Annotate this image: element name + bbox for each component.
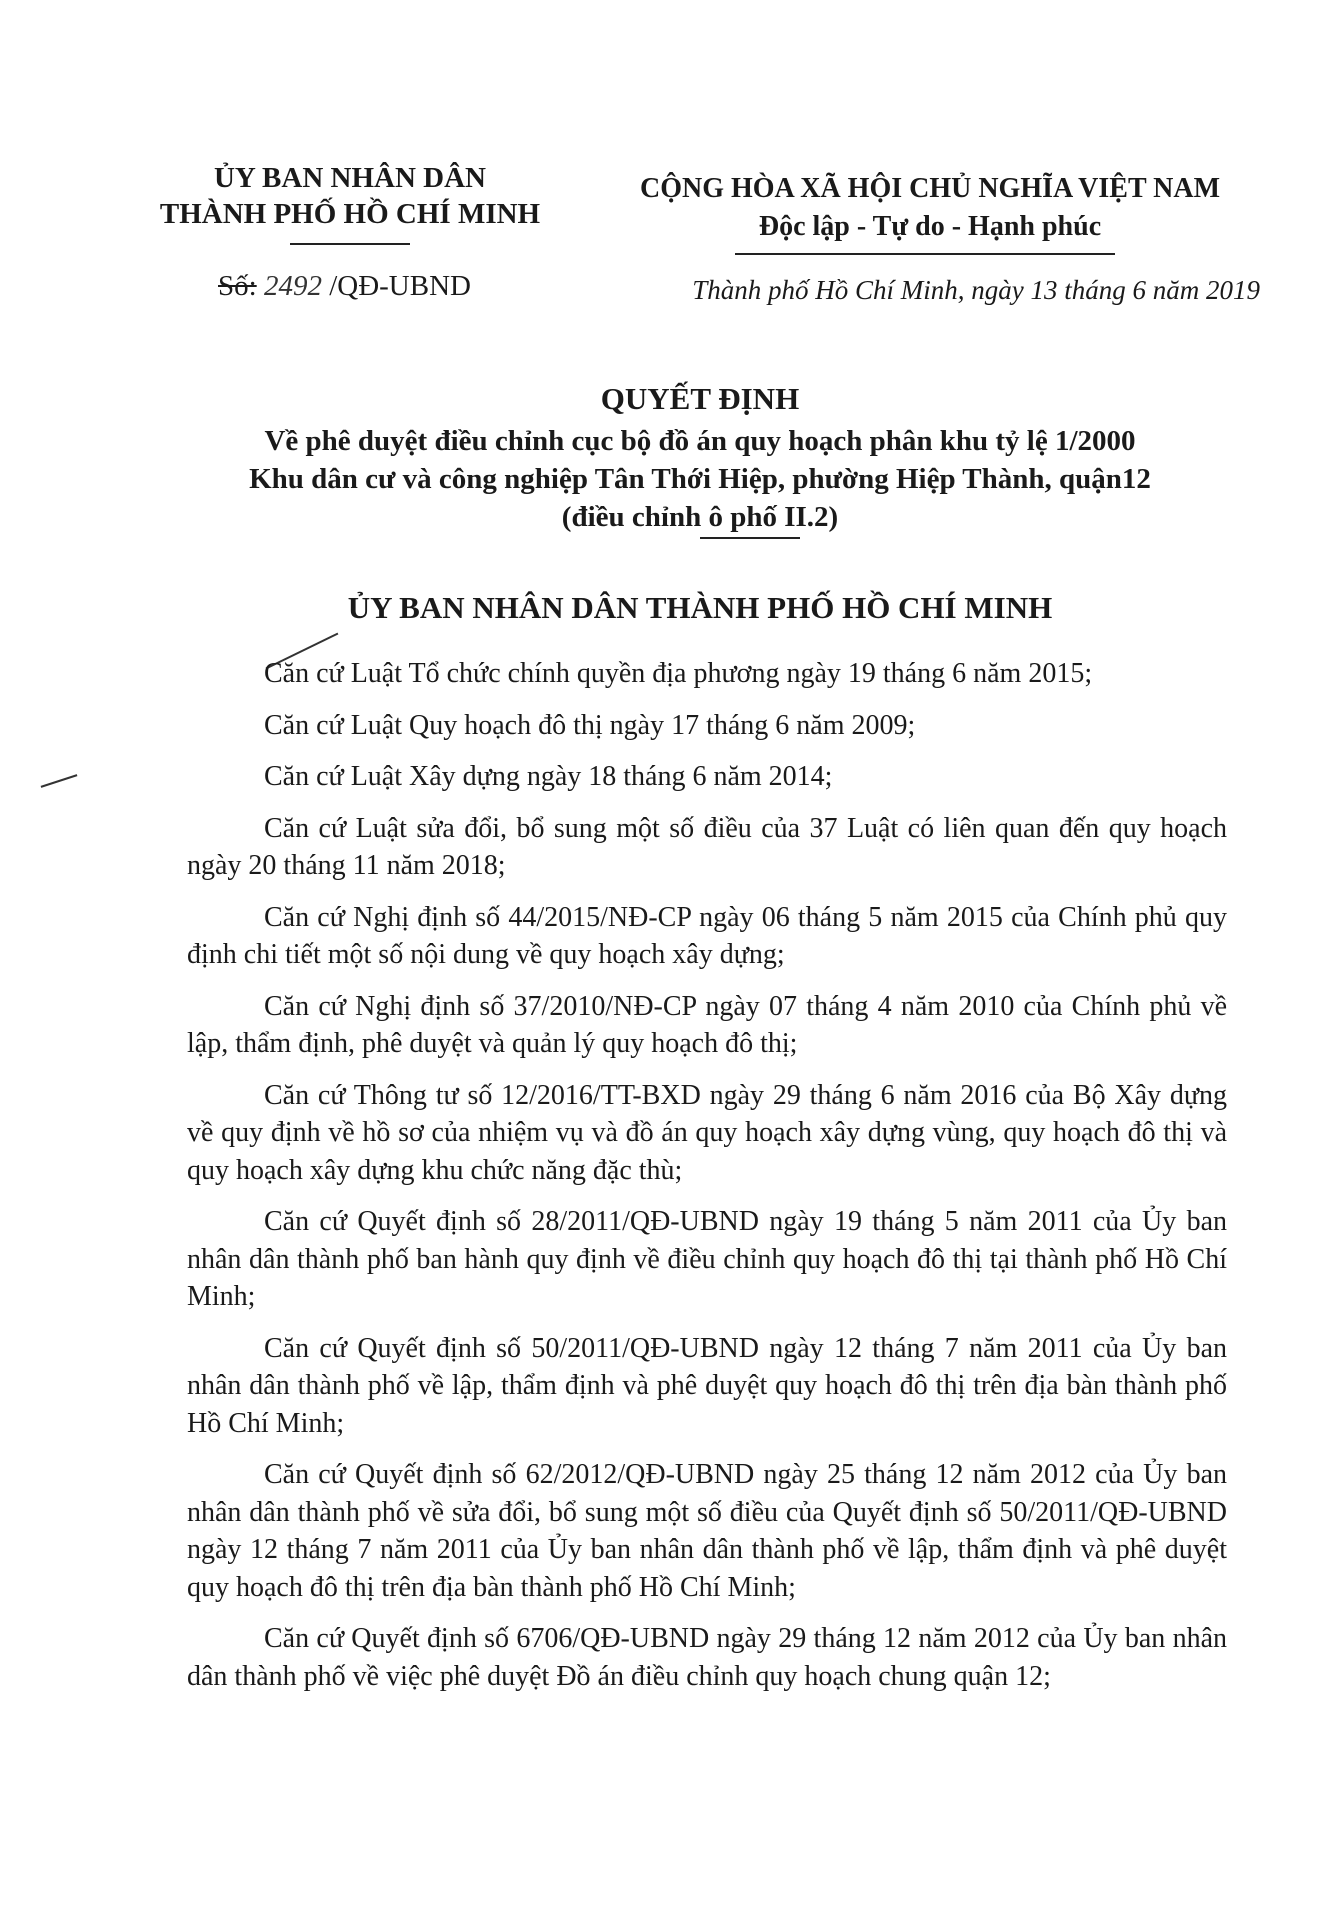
document-number [218,270,471,303]
paragraph: Căn cứ Quyết định số 28/2011/QĐ-UBND ngày 19 tháng 5 năm 2011 của Ủy ban nhân dân thành phố ban hành quy định về điều chỉnh quy hoạch đô thị tại thành phố Hồ Chí Minh; [187,1206,1227,1312]
agency-header [150,160,550,232]
country-line-1: CỘNG HÒA XÃ HỘI CHỦ NGHĨA VIỆT NAM [639,173,1221,204]
title-underline [700,537,800,539]
issuer-heading: ỦY BAN NHÂN DÂN THÀNH PHỐ HỒ CHÍ MINH [347,590,1053,625]
legal-basis [187,655,1227,1709]
paragraph: Căn cứ Nghị định số 37/2010/NĐ-CP ngày 07 tháng 4 năm 2010 của Chính phủ về lập, thẩm định, phê duyệt và quản lý quy hoạch đô thị; [187,990,1227,1059]
motto-underline [735,253,1115,255]
paragraph: Căn cứ Luật Tổ chức chính quyền địa phương ngày 19 tháng 6 năm 2015; [264,658,1093,689]
paragraph: Căn cứ Luật Quy hoạch đô thị ngày 17 tháng 6 năm 2009; [264,709,916,741]
national-header [610,170,1250,246]
paragraph: Căn cứ Quyết định số 50/2011/QĐ-UBND ngày 12 tháng 7 năm 2011 của Ủy ban nhân dân thành phố về lập, thẩm định và phê duyệt quy hoạch đô thị trên địa bàn thành phố Hồ Chí Minh; [187,1332,1227,1439]
paragraph: Căn cứ Quyết định số 62/2012/QĐ-UBND ngày 25 tháng 12 năm 2012 của Ủy ban nhân dân thành phố về sửa đổi, bổ sung một số điều của Quyết định số 50/2011/QĐ-UBND ngày 12 tháng 7 năm 2011 của Ủy ban nhân dân thành phố về lập, thẩm định và phê duyệt quy hoạch đô thị trên địa bàn thành phố Hồ Chí Minh; [187,1459,1227,1603]
title-line-1: Về phê duyệt điều chỉnh cục bộ đồ án quy hoạch phân khu tỷ lệ 1/2000 [264,425,1136,457]
paragraph: Căn cứ Thông tư số 12/2016/TT-BXD ngày 29 tháng 6 năm 2016 của Bộ Xây dựng về quy định về hồ sơ của nhiệm vụ và đồ án quy hoạch xây dựng vùng, quy hoạch đô thị và quy hoạch xây dựng khu chức năng đặc thù; [187,1079,1227,1186]
title-line-2: Khu dân cư và công nghiệp Tân Thới Hiệp, phường Hiệp Thành, quận12 [249,463,1151,495]
agency-line-1: ỦY BAN NHÂN DÂN [213,162,486,194]
agency-line-2: THÀNH PHỐ HỒ CHÍ MINH [159,198,541,230]
margin-mark [41,774,78,788]
paragraph: Căn cứ Luật Xây dựng ngày 18 tháng 6 năm 2014; [264,761,833,792]
title-line-3: (điều chỉnh ô phố II.2) [561,501,839,533]
doc-number-prefix: Số: [218,270,257,302]
paragraph: Căn cứ Luật sửa đổi, bổ sung một số điều của 37 Luật có liên quan đến quy hoạch ngày 20 tháng 11 năm 2018; [187,812,1227,881]
agency-underline [290,243,410,245]
doc-number-suffix: /QĐ-UBND [329,270,471,302]
country-line-2: Độc lập - Tự do - Hạnh phúc [758,211,1102,242]
decision-title [190,380,1210,536]
title-main: QUYẾT ĐỊNH [600,381,800,416]
paragraph: Căn cứ Quyết định số 6706/QĐ-UBND ngày 29 tháng 12 năm 2012 của Ủy ban nhân dân thành phố về việc phê duyệt Đồ án điều chỉnh quy hoạch chung quận 12; [187,1623,1227,1692]
date-line: Thành phố Hồ Chí Minh, ngày 13 tháng 6 năm 2019 [692,275,1260,305]
doc-number-handwritten: 2492 [263,270,322,302]
paragraph: Căn cứ Nghị định số 44/2015/NĐ-CP ngày 06 tháng 5 năm 2015 của Chính phủ quy định chi tiết một số nội dung về quy hoạch xây dựng; [187,901,1227,970]
